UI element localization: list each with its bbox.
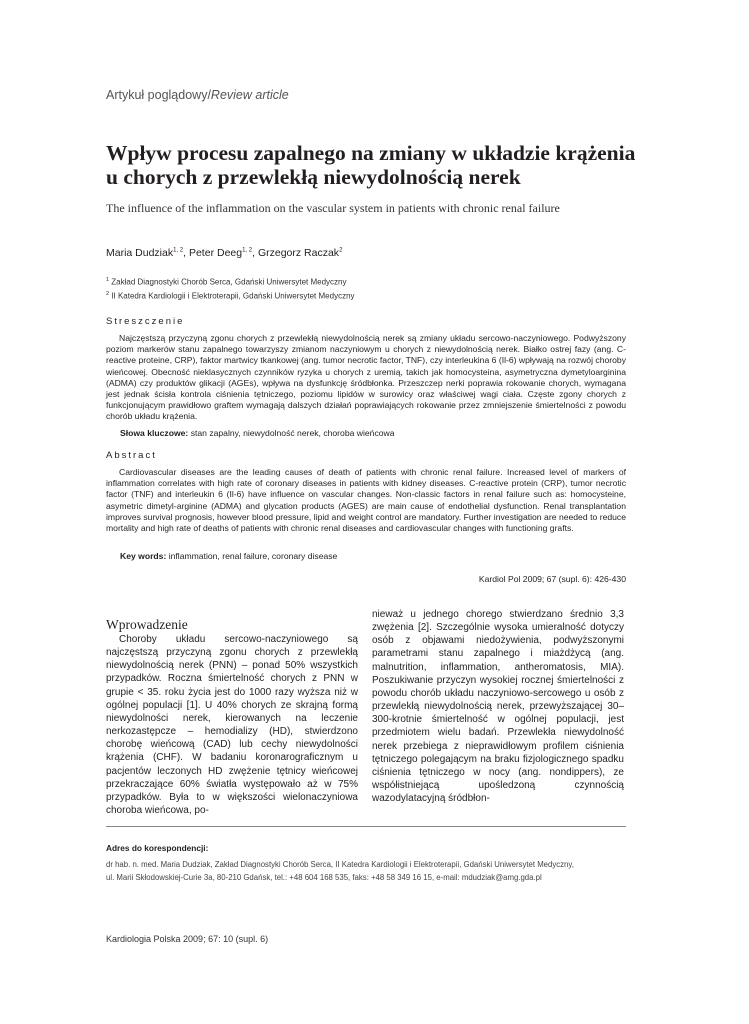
title-english: The influence of the inflammation on the vascular system in patients with chronic renal failure bbox=[106, 201, 560, 215]
abstract-keywords bbox=[120, 551, 337, 561]
affiliation bbox=[106, 277, 347, 287]
affiliation bbox=[106, 291, 355, 301]
affiliation-text: Zakład Diagnostyki Chorób Serca, Gdański Uniwersytet Medyczny bbox=[111, 277, 347, 287]
keywords-label: Słowa kluczowe: bbox=[120, 428, 189, 438]
intro-column-2 bbox=[372, 608, 624, 805]
author-affiliation-sup: 1, 2 bbox=[173, 247, 184, 254]
abstract-text bbox=[106, 467, 626, 534]
affiliation-number: 1 bbox=[106, 277, 110, 283]
affiliation-number: 2 bbox=[106, 291, 110, 297]
title-line-1: Wpływ procesu zapalnego na zmiany w układzie krążenia bbox=[106, 141, 636, 165]
streszczenie-text bbox=[106, 333, 626, 423]
divider bbox=[106, 826, 626, 827]
correspondence-line: dr hab. n. med. Maria Dudziak, Zakład Diagnostyki Chorób Serca, II Katedra Kardiologii i Elektroterapii, Gdański Uniwersytet Medyczny, bbox=[106, 860, 574, 869]
paper-title bbox=[106, 141, 666, 189]
page-footer: Kardiologia Polska 2009; 67: 10 (supl. 6) bbox=[106, 934, 269, 944]
citation: Kardiol Pol 2009; 67 (supl. 6): 426-430 bbox=[478, 574, 626, 584]
author-name: Grzegorz Raczak bbox=[257, 247, 340, 259]
intro-column-1 bbox=[106, 633, 358, 817]
article-type-pl: Artykuł poglądowy/ bbox=[106, 88, 211, 102]
section-heading-intro: Wprowadzenie bbox=[106, 617, 188, 632]
author-affiliation-sup: 1, 2 bbox=[242, 247, 253, 254]
authors: Maria Dudziak$^{1, 2}$, Peter Deeg$^{1, 2}$, Grzegorz Raczak$^2$ bbox=[106, 247, 343, 259]
abstract-heading: Abstract bbox=[106, 450, 157, 461]
author-name: Peter Deeg bbox=[188, 247, 243, 259]
title-line-2: u chorych z przewlekłą niewydolnością nerek bbox=[106, 165, 521, 189]
streszczenie-keywords bbox=[120, 428, 395, 438]
intro-paragraph: nieważ u jednego chorego stwierdzano średnio 3,3 zwężenia [2]. Szczególnie wysoka umieralność dotyczy osób z objawami niedożywienia, podwyższonymi parametrami stanu zapalnego i miażdżycą (ang. malnutrition, inflammation, antheromatosis, MIA). Poszukiwanie przyczyn wysokiej rocznej śmiertelności z powodu chorób układu naczyniowo-sercowego u osób z przewlekłą niewydolnością nerek, przewyższającej 30–300-krotnie śmiertelność w ogólnej populacji, jest przedmiotem wielu badań. Przewlekła niewydolność nerek przebiega z nieprawidłowym profilem ciśnienia tętniczego polegającym na braku fizjologicznego spadku ciśnienia tętniczego w nocy (ang. nondippers), ze współistniejącą upośledzoną czynnością wazodylatacyjną śródbłon- bbox=[372, 609, 624, 805]
correspondence-address bbox=[106, 858, 636, 884]
keywords-value: inflammation, renal failure, coronary disease bbox=[168, 551, 338, 561]
author-affiliation-sup: 2 bbox=[339, 247, 343, 254]
article-type bbox=[106, 88, 289, 102]
abstract-paragraph: Cardiovascular diseases are the leading causes of death of patients with chronic renal failure. Increased level of markers of inflammation correlates with high rate of coronary diseases in patients with kidney diseases. C-reactive protein (CRP), tumor necrotic factor (TNF) and interleukin 6 (Il-6) have influence on vascular changes. Non-classic factors in renal failure such as: homocysteine, asymetric dimetyl-arginine (ADMA) and glycation products (AGES) are main cause of endothelial dysfunction. Renal transplantation improves survival prognosis, however blood pressure, lipid and weight control are mandatory. Further investigation are needed to reduce mortality and high rate of deaths of patients with chronic renal diseases and cardiovascular changes with functioning grafts. bbox=[106, 467, 626, 534]
affiliation-text: II Katedra Kardiologii i Elektroterapii, Gdański Uniwersytet Medyczny bbox=[111, 291, 355, 301]
streszczenie-heading: Streszczenie bbox=[106, 316, 185, 327]
keywords-label: Key words: bbox=[120, 551, 167, 561]
correspondence-line: ul. Marii Skłodowskiej-Curie 3a, 80-210 Gdańsk, tel.: +48 604 168 535, faks: +48 58 349 16 15, e-mail: mdudziak@amg.gda.pl bbox=[106, 873, 542, 882]
streszczenie-paragraph: Najczęstszą przyczyną zgonu chorych z przewlekłą niewydolnością nerek są zmiany układu sercowo-naczyniowego. Podwyższony poziom markerów stanu zapalnego towarzyszy zmianom naczyniowym u chorych z niewydolnością nerek. Białko ostrej fazy (ang. C-reactive proteine, CRP), faktor martwicy tkankowej (ang. tumor necrotic factor, TNF), czy interleukina 6 (Il-6) wpływają na rozwój choroby wieńcowej. Obecność nieklasycznych czynników ryzyka u chorych z uremią, takich jak homocysteina, asymetryczna dymetyloarginina (ADMA) czy produktów glikacji (AGEs), wpływa na dysfunkcję śródbłonka. Przeszczep nerki poprawia rokowanie chorych, wymagana jest jednak ścisła kontrola ciśnienia tętniczego, poziomu lipidów w surowicy oraz właściwej wagi ciała. Częste zgony chorych z funkcjonującym prawidłowo graftem wymagają dalszych działań poprawiających rokowanie przez zmniejszenie śmiertelności z powodu chorób układu krążenia. bbox=[106, 333, 626, 422]
intro-paragraph: Choroby układu sercowo-naczyniowego są najczęstszą przyczyną zgonu chorych z przewlekłą niewydolnością nerek (PNN) – ponad 50% wszystkich przypadków. Roczna śmiertelność chorych z PNN w grupie < 35. roku życia jest do 1000 razy wyższa niż w ogólnej populacji [1]. U 40% chorych ze skrajną formą niewydolności nerek, kierowanych na leczenie nerkozastępcze – hemodializy (HD), stwierdzono chorobę wieńcową (CAD) lub cechy niewydolności krążenia (CHF). W badaniu koronarograficznym u pacjentów leczonych HD zwężenie tętnicy wieńcowej przekraczające 60% światła występowało aż w 75% przypadków. Była to w większości wielonaczyniowa choroba wieńcowa, po- bbox=[106, 634, 358, 817]
article-type-en: Review article bbox=[210, 88, 289, 102]
author-name: Maria Dudziak bbox=[106, 247, 174, 259]
correspondence-heading: Adres do korespondencji: bbox=[106, 843, 209, 853]
keywords-value: stan zapalny, niewydolność nerek, choroba wieńcowa bbox=[190, 428, 395, 438]
